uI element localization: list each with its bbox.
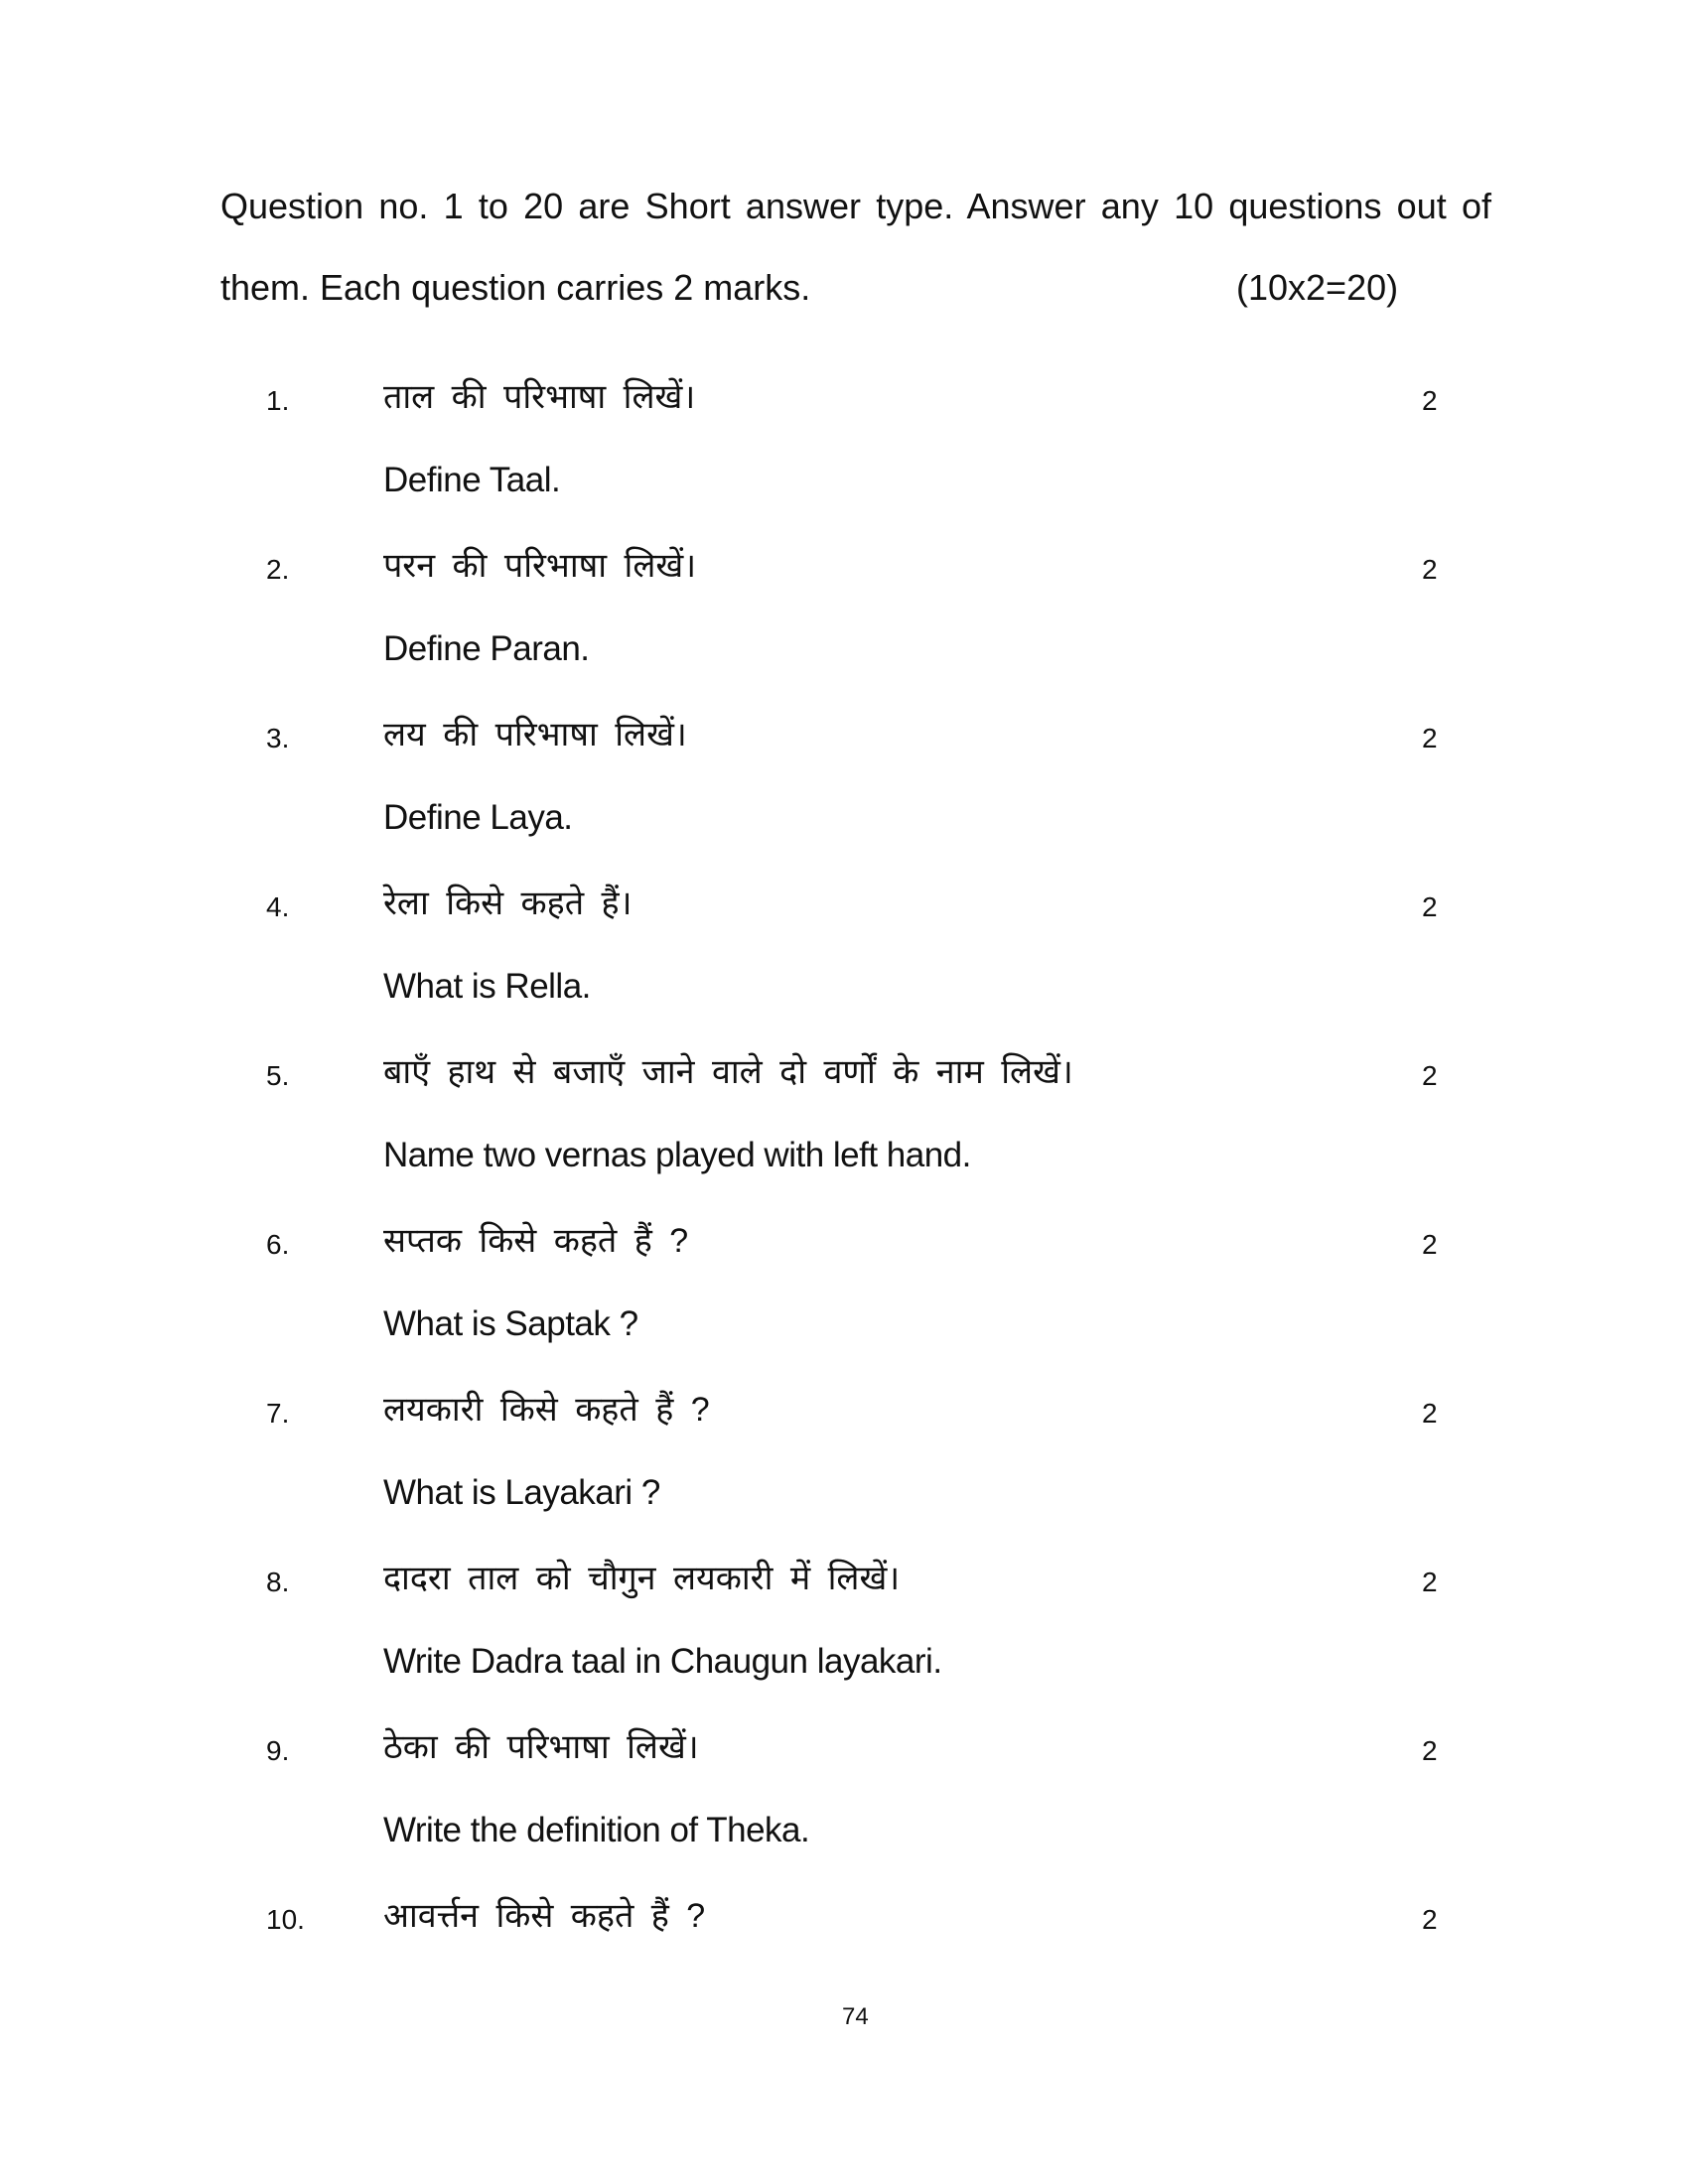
- question-number: 7.: [266, 1398, 290, 1429]
- question-item: [0, 1728, 1688, 1900]
- question-marks: 2: [1422, 1060, 1438, 1091]
- question-marks: 2: [1422, 1398, 1438, 1429]
- question-english: Define Taal.: [383, 461, 561, 499]
- question-item: [0, 1391, 1688, 1563]
- question-item: [0, 1897, 1688, 2069]
- question-item: [0, 716, 1688, 887]
- question-english: What is Saptak ?: [383, 1304, 638, 1343]
- question-item: [0, 378, 1688, 550]
- question-number: 3.: [266, 723, 290, 753]
- question-item: [0, 1560, 1688, 1731]
- total-marks: (10x2=20): [1236, 267, 1399, 308]
- question-item: [0, 887, 1688, 1056]
- question-marks: 2: [1422, 1229, 1438, 1260]
- question-number: 8.: [266, 1567, 290, 1597]
- question-hindi: सप्तक किसे कहते हैं ?: [383, 1222, 689, 1260]
- question-marks: 2: [1422, 385, 1438, 416]
- question-english: Name two vernas played with left hand.: [383, 1136, 971, 1174]
- question-hindi: लयकारी किसे कहते हैं ?: [383, 1391, 710, 1429]
- question-number: 2.: [266, 554, 290, 585]
- question-english: Define Paran.: [383, 629, 590, 668]
- question-number: 4.: [266, 891, 290, 922]
- question-marks: 2: [1422, 891, 1438, 922]
- instructions-line-1: Question no. 1 to 20 are Short answer type. Answer any 10 questions out of: [220, 186, 1491, 226]
- question-hindi: दादरा ताल को चौगुन लयकारी में लिखें।: [383, 1560, 901, 1597]
- question-marks: 2: [1422, 1735, 1438, 1766]
- question-number: 5.: [266, 1060, 290, 1091]
- question-marks: 2: [1422, 1904, 1438, 1935]
- instructions-line-2: them. Each question carries 2 marks.: [220, 267, 811, 308]
- question-english: Define Laya.: [383, 798, 573, 837]
- question-hindi: परन की परिभाषा लिखें।: [383, 547, 697, 585]
- question-marks: 2: [1422, 723, 1438, 753]
- question-item: [0, 1053, 1688, 1225]
- question-item: [0, 547, 1688, 719]
- question-english: Write the definition of Theka.: [383, 1811, 810, 1849]
- question-hindi: ठेका की परिभाषा लिखें।: [383, 1728, 699, 1766]
- question-item: [0, 1222, 1688, 1394]
- question-english: What is Rella.: [383, 967, 591, 1006]
- question-number: 10.: [266, 1904, 305, 1935]
- page-number: 74: [842, 2003, 869, 2030]
- question-hindi: बाएँ हाथ से बजाएँ जाने वाले दो वर्णों के नाम लिखें।: [383, 1053, 1073, 1091]
- question-marks: 2: [1422, 554, 1438, 585]
- question-number: 6.: [266, 1229, 290, 1260]
- question-hindi: लय की परिभाषा लिखें।: [383, 716, 687, 753]
- question-hindi: ताल की परिभाषा लिखें।: [383, 378, 696, 416]
- question-number: 1.: [266, 385, 290, 416]
- question-english: What is Layakari ?: [383, 1473, 660, 1512]
- question-english: Write Dadra taal in Chaugun layakari.: [383, 1642, 942, 1681]
- question-marks: 2: [1422, 1567, 1438, 1597]
- question-hindi: रेला किसे कहते हैं।: [383, 885, 633, 922]
- question-hindi: आवर्त्तन किसे कहते हैं ?: [383, 1897, 706, 1935]
- question-number: 9.: [266, 1735, 290, 1766]
